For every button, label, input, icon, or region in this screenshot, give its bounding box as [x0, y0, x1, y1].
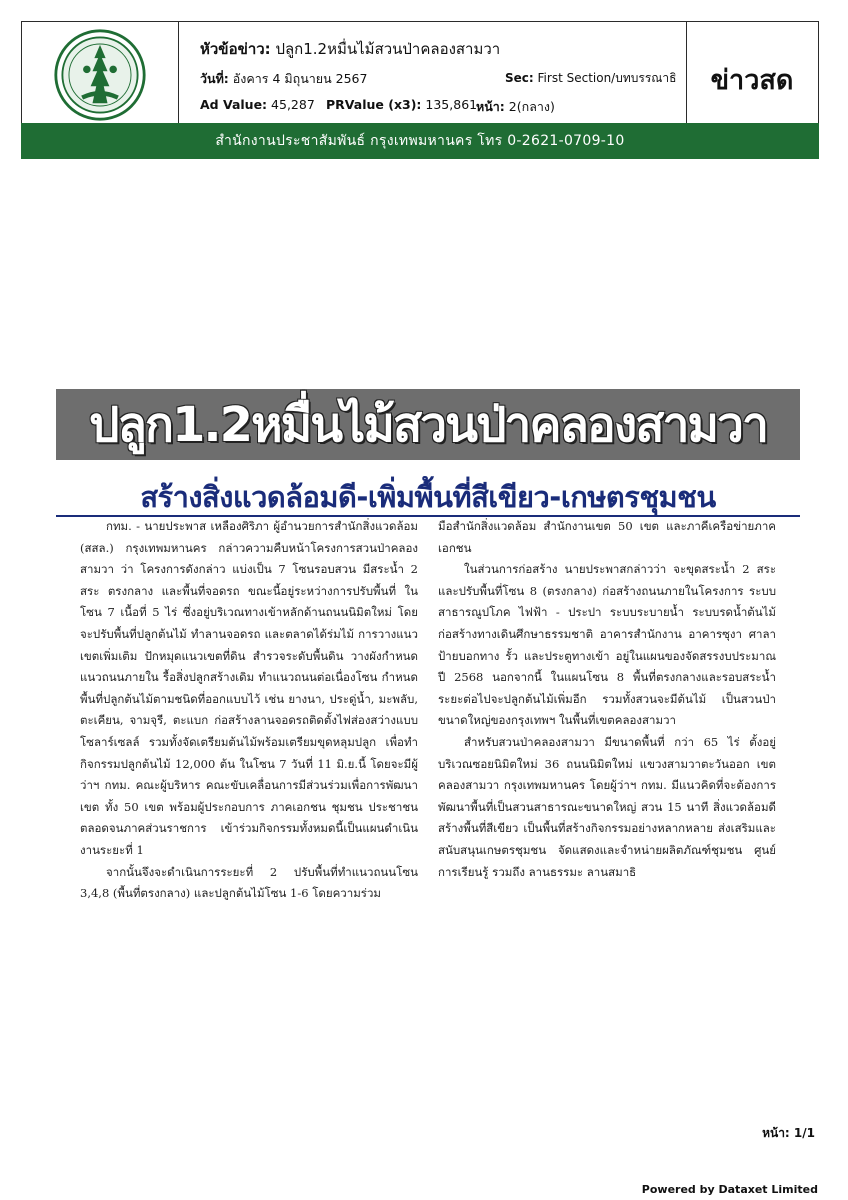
- article-subheadline: สร้างสิ่งแวดล้อมดี-เพิ่มพื้นที่สีเขียว-เกษตรชุมชน: [140, 480, 716, 514]
- logo-cell: [22, 22, 179, 136]
- article-column-left: [80, 516, 418, 905]
- clipping-header: [21, 21, 819, 137]
- date-field: [200, 69, 367, 89]
- pr-value-field: [326, 97, 477, 112]
- footer-brand: Powered by Dataxet Limited: [641, 1183, 818, 1196]
- date-value: อังคาร 4 มิถุนายน 2567: [232, 71, 368, 86]
- title-label: หัวข้อข่าว:: [200, 40, 271, 58]
- title-value: ปลูก1.2หมื่นไม้สวนป่าคลองสามวา: [275, 40, 501, 58]
- page-field: [476, 97, 555, 117]
- ad-label: Ad Value:: [200, 97, 268, 112]
- ad-value: 45,287: [271, 97, 315, 112]
- page-label: หน้า:: [476, 99, 505, 114]
- sec-value: First Section/บทบรรณาธิ: [537, 71, 677, 85]
- article-paragraph: กทม. - นายประพาส เหลืองศิริภา ผู้อำนวยการสำนักสิ่งแวดล้อม (สสล.) กรุงเทพมหานคร กล่าวความคืบหน้าโครงการสวนป่าคลองสามวา ว่า โครงการดังกล่าว แบ่งเป็น 7 โซนรอบสวน มีสระน้ำ 2 สระ ตรงกลาง และพื้นที่จอดรถ ขณะนี้อยู่ระหว่างการปรับพื้นที่ ในโซน 7 เนื้อที่ 5 ไร่ ซึ่งอยู่บริเวณทางเข้าหลักด้านถนนนิมิตใหม่ โดยจะปรับพื้นที่ปลูกต้นไม้ ทำลานจอดรถ และตลาดได้ร่มไม้ การวางแนวเขตเพิ่มเติม ปักหมุดแนวเขตที่ดิน สำรวจระดับพื้นดิน วางผังกำหนดแนวถนนภายใน รื้อสิ่งปลูกสร้างเดิม ทำแนวถนนต่อเนื่องโซน กำหนดพื้นที่ปลูกต้นไม้ตามชนิดที่ออกแบบไว้ เช่น ยางนา, ประดู่น้ำ, มะพลับ, ตะเคียน, จามจุรี, ตะแบก ก่อสร้างลานจอดรถติดตั้งไฟส่องสว่างแบบโซลาร์เซลล์ รวมทั้งจัดเตรียมต้นไม้พร้อมเตรียมขุดหลุมปลูก เพื่อทำกิจกรรมปลูกต้นไม้ 12,000 ต้น ในโซน 7 วันที่ 11 มิ.ย.นี้ โดยจะมีผู้ว่าฯ กทม. คณะผู้บริหาร คณะขับเคลื่อนการมีส่วนร่วมเพื่อการพัฒนาเขต ทั้ง 50 เขต พร้อมผู้ประกอบการ ภาคเอกชน ชุมชน ประชาชน ตลอดจนภาคส่วนราชการ เข้าร่วมกิจกรรมทั้งหมดนี้เป็นแผนดำเนินงานระยะที่ 1: [80, 519, 418, 857]
- info-cell: [178, 22, 687, 136]
- footer-page-number: หน้า: 1/1: [762, 1126, 815, 1140]
- office-bar: สำนักงานประชาสัมพันธ์ กรุงเทพมหานคร โทร 0-2621-0709-10: [21, 123, 819, 159]
- article-paragraph: จากนั้นจึงจะดำเนินการระยะที่ 2 ปรับพื้นที่ทำแนวถนนโซน 3,4,8 (พื้นที่ตรงกลาง) และปลูกต้นไม้โซน 1-6 โดยความร่วม: [80, 864, 418, 901]
- headline-field: [200, 37, 500, 61]
- page-value: 2(กลาง): [508, 99, 555, 114]
- tag-cell: [686, 22, 818, 136]
- date-label: วันที่:: [200, 71, 229, 86]
- article-headline: ปลูก1.2หมื่นไม้สวนป่าคลองสามวา: [89, 396, 767, 453]
- article-paragraph: มือสำนักสิ่งแวดล้อม สำนักงานเขต 50 เขต และภาคีเครือข่ายภาคเอกชน: [438, 519, 776, 555]
- headline-box: [56, 389, 800, 460]
- article-paragraph: สำหรับสวนป่าคลองสามวา มีขนาดพื้นที่ กว่า 65 ไร่ ตั้งอยู่บริเวณซอยนิมิตใหม่ 36 ถนนนิมิตใหม่ แขวงสามวาตะวันออก เขตคลองสามวา กรุงเทพมหานคร โดยผู้ว่าฯ กทม. มีแนวคิดที่จะต้องการพัฒนาพื้นที่เป็นสวนสาธารณะขนาดใหญ่ สวน 15 นาที สิ่งแวดล้อมดี สร้างพื้นที่สีเขียว เป็นพื้นที่สร้างกิจกรรมอย่างหลากหลาย ส่งเสริมและสนับสนุนเกษตรชุมชน จัดแสดงและจำหน่ายผลิตภัณฑ์ชุมชน ศูนย์การเรียนรู้ รวมถึง ลานธรรมะ ลานสมาธิ: [438, 734, 776, 879]
- sec-label: Sec:: [505, 71, 534, 85]
- section-field: [505, 69, 676, 88]
- article-paragraph: ในส่วนการก่อสร้าง นายประพาสกล่าวว่า จะขุดสระน้ำ 2 สระ และปรับพื้นที่โซน 8 (ตรงกลาง) ก่อสร้างถนนภายในโครงการ ระบบสาธารณูปโภค ไฟฟ้า - ประปา ระบบระบายน้ำ ระบบรดน้ำต้นไม้ ก่อสร้างทางเดินศึกษาธรรมชาติ อาคารสำนักงาน อาคารซุงา ศาลา ป้ายบอกทาง รั้ว และประตูทางเข้า อยู่ในแผนของจัดสรรงบประมาณปี 2568 นอกจากนี้ ในแผนโซน 8 พื้นที่ตรงกลางและรอบสระน้ำ ระยะต่อไปจะปลูกต้นไม้เพิ่มอีก รวมทั้งสวนจะมีต้นไม้ เป็นสวนป่าขนาดใหญ่ของกรุงเทพฯ ในพื้นที่เขตคลองสามวา: [438, 562, 776, 728]
- prv-value: 135,861: [425, 97, 478, 112]
- publication-tag: ข่าวสด: [710, 64, 794, 96]
- ad-value-field: [200, 97, 315, 112]
- article-column-right: [438, 516, 776, 883]
- bangkok-city-seal-icon: [53, 28, 147, 122]
- prv-label: PRValue (x3):: [326, 97, 422, 112]
